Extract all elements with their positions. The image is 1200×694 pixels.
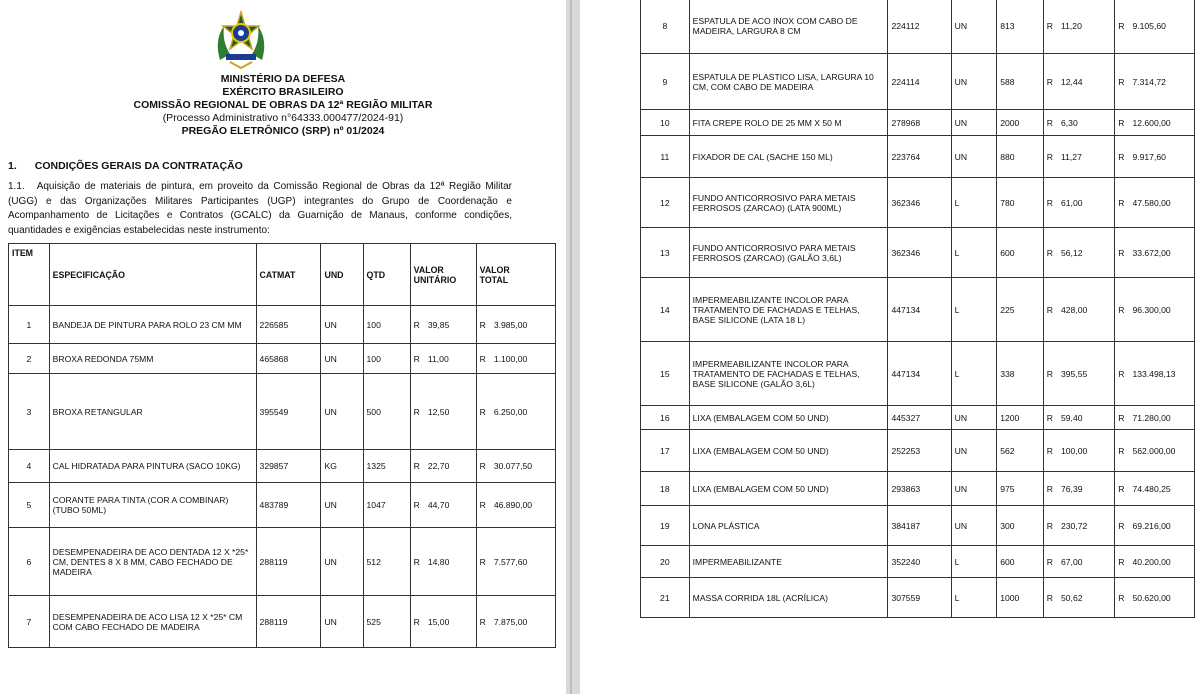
item-number: 6 bbox=[9, 528, 50, 596]
item-catmat: 226585 bbox=[256, 306, 321, 344]
item-catmat: 223764 bbox=[888, 136, 951, 178]
document-page-right bbox=[580, 0, 1200, 694]
table-row bbox=[9, 596, 556, 648]
item-specification: LIXA (EMBALAGEM COM 50 UND) bbox=[689, 430, 888, 472]
item-unit: UN bbox=[321, 596, 363, 648]
item-specification: BROXA RETANGULAR bbox=[49, 374, 256, 450]
item-unit: L bbox=[951, 578, 997, 618]
item-unit-value bbox=[1043, 506, 1114, 546]
item-number: 13 bbox=[641, 228, 690, 278]
item-unit-value bbox=[410, 374, 476, 450]
item-unit-value-amount: 230,72 bbox=[1061, 520, 1088, 531]
item-total-value bbox=[476, 450, 555, 483]
table-row bbox=[641, 278, 1195, 342]
item-total-value bbox=[1115, 178, 1195, 228]
currency-symbol: R bbox=[1118, 151, 1125, 162]
item-total-value-amount: 562.000,00 bbox=[1132, 445, 1176, 456]
item-unit-value-amount: 395,55 bbox=[1061, 368, 1088, 379]
item-unit-value-amount: 67,00 bbox=[1061, 556, 1083, 567]
table-row bbox=[641, 0, 1195, 54]
item-quantity: 100 bbox=[363, 306, 410, 344]
header-unit-value bbox=[410, 244, 476, 306]
header-unit-value-line2: UNITÁRIO bbox=[413, 274, 457, 285]
item-unit-value-amount: 39,85 bbox=[427, 319, 450, 330]
currency-symbol: R bbox=[1046, 483, 1053, 494]
item-total-value bbox=[1115, 342, 1195, 406]
item-quantity: 813 bbox=[997, 0, 1044, 54]
item-total-value bbox=[1115, 472, 1195, 506]
table-header-row bbox=[9, 244, 556, 306]
item-unit: UN bbox=[951, 54, 997, 110]
paragraph-number: 1.1. bbox=[8, 181, 25, 192]
item-number: 9 bbox=[641, 54, 690, 110]
item-total-value bbox=[1115, 578, 1195, 618]
item-catmat: 395549 bbox=[256, 374, 321, 450]
item-number: 8 bbox=[641, 0, 690, 54]
brazil-coat-of-arms-icon bbox=[212, 10, 270, 70]
item-specification: LONA PLÁSTICA bbox=[689, 506, 888, 546]
item-catmat: 224114 bbox=[888, 54, 951, 110]
currency-symbol: R bbox=[1046, 520, 1053, 531]
header-qtd: QTD bbox=[363, 244, 410, 306]
item-unit-value-amount: 15,00 bbox=[427, 616, 450, 627]
item-specification: IMPERMEABILIZANTE INCOLOR PARA TRATAMENTO DE FACHADAS E TELHAS, BASE SILICONE (LATA 18 L) bbox=[689, 278, 888, 342]
table-row bbox=[641, 136, 1195, 178]
item-unit-value-amount: 12,44 bbox=[1061, 76, 1083, 87]
item-catmat: 362346 bbox=[888, 228, 951, 278]
item-total-value bbox=[1115, 546, 1195, 578]
currency-symbol: R bbox=[413, 556, 420, 567]
item-total-value bbox=[476, 306, 555, 344]
item-quantity: 225 bbox=[997, 278, 1044, 342]
item-unit-value-amount: 56,12 bbox=[1061, 247, 1083, 258]
item-unit-value-amount: 6,30 bbox=[1061, 117, 1078, 128]
item-catmat: 224112 bbox=[888, 0, 951, 54]
item-number: 2 bbox=[9, 344, 50, 374]
table-row bbox=[641, 472, 1195, 506]
item-total-value-amount: 33.672,00 bbox=[1132, 247, 1171, 258]
item-unit-value bbox=[1043, 430, 1114, 472]
item-catmat: 307559 bbox=[888, 578, 951, 618]
item-total-value-amount: 74.480,25 bbox=[1132, 483, 1171, 494]
item-total-value-amount: 96.300,00 bbox=[1132, 304, 1171, 315]
item-unit-value bbox=[1043, 342, 1114, 406]
item-unit-value bbox=[1043, 546, 1114, 578]
item-specification: CORANTE PARA TINTA (COR A COMBINAR) (TUBO 50ML) bbox=[49, 483, 256, 528]
item-quantity: 562 bbox=[997, 430, 1044, 472]
item-specification: ESPATULA DE ACO INOX COM CABO DE MADEIRA, LARGURA 8 CM bbox=[689, 0, 888, 54]
item-quantity: 500 bbox=[363, 374, 410, 450]
item-catmat: 278968 bbox=[888, 110, 951, 136]
item-total-value bbox=[1115, 406, 1195, 430]
item-total-value-amount: 9.917,60 bbox=[1132, 151, 1166, 162]
item-total-value-amount: 7.314,72 bbox=[1132, 76, 1166, 87]
item-quantity: 100 bbox=[363, 344, 410, 374]
table-row bbox=[9, 483, 556, 528]
item-catmat: 329857 bbox=[256, 450, 321, 483]
table-row bbox=[641, 54, 1195, 110]
table-row bbox=[641, 546, 1195, 578]
item-number: 4 bbox=[9, 450, 50, 483]
table-row bbox=[641, 430, 1195, 472]
item-unit-value-amount: 14,80 bbox=[427, 556, 450, 567]
item-number: 19 bbox=[641, 506, 690, 546]
ministry-heading: MINISTÉRIO DA DEFESA bbox=[220, 73, 346, 85]
item-number: 7 bbox=[9, 596, 50, 648]
item-quantity: 588 bbox=[997, 54, 1044, 110]
item-catmat: 362346 bbox=[888, 178, 951, 228]
item-total-value-amount: 47.580,00 bbox=[1132, 197, 1171, 208]
item-unit-value-amount: 11,27 bbox=[1061, 151, 1082, 162]
item-number: 3 bbox=[9, 374, 50, 450]
item-quantity: 600 bbox=[997, 228, 1044, 278]
item-quantity: 975 bbox=[997, 472, 1044, 506]
currency-symbol: R bbox=[1118, 304, 1125, 315]
item-unit-value-amount: 76,39 bbox=[1061, 483, 1083, 494]
currency-symbol: R bbox=[413, 616, 420, 627]
table-row bbox=[641, 228, 1195, 278]
item-quantity: 600 bbox=[997, 546, 1044, 578]
table-row bbox=[9, 306, 556, 344]
item-unit-value-amount: 61,00 bbox=[1061, 197, 1083, 208]
item-unit-value bbox=[1043, 472, 1114, 506]
header-total-value-line2: TOTAL bbox=[479, 274, 509, 285]
section-title: CONDIÇÕES GERAIS DA CONTRATAÇÃO bbox=[34, 160, 243, 172]
item-unit: UN bbox=[321, 344, 363, 374]
item-unit: L bbox=[951, 342, 997, 406]
table-row bbox=[641, 342, 1195, 406]
commission-heading: COMISSÃO REGIONAL DE OBRAS DA 12ª REGIÃO MILITAR bbox=[133, 99, 433, 111]
table-row bbox=[9, 344, 556, 374]
currency-symbol: R bbox=[413, 353, 420, 364]
item-number: 1 bbox=[9, 306, 50, 344]
item-total-value-amount: 3.985,00 bbox=[493, 319, 528, 330]
item-specification: DESEMPENADEIRA DE ACO LISA 12 X *25* CM COM CABO FECHADO DE MADEIRA bbox=[49, 596, 256, 648]
item-number: 17 bbox=[641, 430, 690, 472]
item-unit-value-amount: 44,70 bbox=[427, 500, 450, 510]
item-catmat: 465868 bbox=[256, 344, 321, 374]
item-unit: KG bbox=[321, 450, 363, 483]
item-specification: LIXA (EMBALAGEM COM 50 UND) bbox=[689, 406, 888, 430]
currency-symbol: R bbox=[479, 461, 486, 471]
currency-symbol: R bbox=[1046, 197, 1053, 208]
item-catmat: 288119 bbox=[256, 596, 321, 648]
table-row bbox=[641, 406, 1195, 430]
paragraph-text: Aquisição de materiais de pintura, em proveito da Comissão Regional de Obras da 12ª Região Militar (UGG) e das Organizações Militares Participantes (UGP) integrantes do Grupo de Coordenação e Acompanhamento de Licitações e Contratos (GCALC) da Guarnição de Manaus, conforme condições, quantidades e exigências estabelecidas neste instrumento: bbox=[8, 181, 512, 236]
item-total-value bbox=[476, 528, 555, 596]
items-table-right bbox=[640, 0, 1195, 618]
currency-symbol: R bbox=[1046, 592, 1053, 603]
currency-symbol: R bbox=[479, 353, 486, 364]
item-unit-value bbox=[1043, 228, 1114, 278]
item-total-value-amount: 40.200,00 bbox=[1132, 556, 1171, 567]
item-unit: UN bbox=[321, 483, 363, 528]
currency-symbol: R bbox=[1046, 412, 1053, 423]
item-number: 12 bbox=[641, 178, 690, 228]
item-catmat: 252253 bbox=[888, 430, 951, 472]
paragraph-1-1 bbox=[8, 180, 512, 238]
table-row bbox=[641, 178, 1195, 228]
auction-title: PREGÃO ELETRÔNICO (SRP) nº 01/2024 bbox=[181, 125, 385, 137]
item-unit-value-amount: 50,62 bbox=[1061, 592, 1083, 603]
section-number: 1. bbox=[8, 160, 17, 172]
item-unit-value-amount: 12,50 bbox=[427, 406, 450, 417]
currency-symbol: R bbox=[1118, 520, 1125, 531]
item-unit-value bbox=[410, 344, 476, 374]
items-table-left bbox=[8, 243, 556, 648]
item-total-value bbox=[1115, 278, 1195, 342]
item-total-value bbox=[1115, 506, 1195, 546]
item-total-value-amount: 9.105,60 bbox=[1132, 21, 1166, 31]
currency-symbol: R bbox=[1118, 412, 1125, 423]
item-catmat: 288119 bbox=[256, 528, 321, 596]
item-number: 20 bbox=[641, 546, 690, 578]
header-spec: ESPECIFICAÇÃO bbox=[49, 244, 256, 306]
item-specification: FUNDO ANTICORROSIVO PARA METAIS FERROSOS (ZARCAO) (GALÃO 3,6L) bbox=[689, 228, 888, 278]
item-total-value-amount: 6.250,00 bbox=[493, 406, 528, 417]
item-total-value-amount: 133.498,13 bbox=[1132, 368, 1176, 379]
item-unit-value bbox=[410, 306, 476, 344]
item-quantity: 300 bbox=[997, 506, 1044, 546]
item-unit: UN bbox=[321, 528, 363, 596]
item-quantity: 1000 bbox=[997, 578, 1044, 618]
item-specification: FITA CREPE ROLO DE 25 MM X 50 M bbox=[689, 110, 888, 136]
table-row bbox=[9, 528, 556, 596]
currency-symbol: R bbox=[1046, 445, 1053, 456]
item-quantity: 1325 bbox=[363, 450, 410, 483]
item-unit: L bbox=[951, 278, 997, 342]
item-unit: UN bbox=[951, 136, 997, 178]
item-quantity: 780 bbox=[997, 178, 1044, 228]
item-specification: CAL HIDRATADA PARA PINTURA (SACO 10KG) bbox=[49, 450, 256, 483]
item-total-value-amount: 71.280,00 bbox=[1132, 412, 1171, 423]
section-heading bbox=[8, 160, 243, 172]
item-unit-value bbox=[410, 483, 476, 528]
item-total-value-amount: 12.600,00 bbox=[1132, 117, 1171, 128]
item-specification: BROXA REDONDA 75MM bbox=[49, 344, 256, 374]
item-quantity: 1047 bbox=[363, 483, 410, 528]
item-unit: L bbox=[951, 546, 997, 578]
item-total-value bbox=[1115, 54, 1195, 110]
currency-symbol: R bbox=[1046, 368, 1053, 379]
item-quantity: 2000 bbox=[997, 110, 1044, 136]
item-unit: L bbox=[951, 178, 997, 228]
process-number: (Processo Administrativo n°64333.000477/2024-91) bbox=[162, 112, 404, 124]
item-unit-value bbox=[1043, 178, 1114, 228]
item-total-value-amount: 46.890,00 bbox=[493, 500, 533, 510]
item-specification: BANDEJA DE PINTURA PARA ROLO 23 CM MM bbox=[49, 306, 256, 344]
army-heading: EXÉRCITO BRASILEIRO bbox=[222, 86, 344, 98]
item-unit-value bbox=[1043, 578, 1114, 618]
currency-symbol: R bbox=[413, 319, 420, 330]
item-total-value bbox=[1115, 136, 1195, 178]
page-divider bbox=[570, 0, 572, 694]
item-total-value bbox=[1115, 228, 1195, 278]
header-catmat: CATMAT bbox=[256, 244, 321, 306]
currency-symbol: R bbox=[1118, 76, 1125, 87]
item-unit: UN bbox=[321, 306, 363, 344]
currency-symbol: R bbox=[1046, 76, 1053, 87]
item-unit-value bbox=[1043, 136, 1114, 178]
item-number: 5 bbox=[9, 483, 50, 528]
currency-symbol: R bbox=[1046, 304, 1053, 315]
item-total-value bbox=[476, 374, 555, 450]
item-unit-value bbox=[1043, 0, 1114, 54]
item-specification: LIXA (EMBALAGEM COM 50 UND) bbox=[689, 472, 888, 506]
item-unit-value-amount: 11,00 bbox=[427, 353, 449, 364]
item-unit: UN bbox=[951, 0, 997, 54]
currency-symbol: R bbox=[1046, 247, 1053, 258]
header-total-value bbox=[476, 244, 555, 306]
item-total-value-amount: 30.077,50 bbox=[493, 461, 533, 471]
currency-symbol: R bbox=[413, 461, 420, 471]
currency-symbol: R bbox=[479, 556, 486, 567]
item-quantity: 525 bbox=[363, 596, 410, 648]
item-number: 11 bbox=[641, 136, 690, 178]
table-row bbox=[641, 506, 1195, 546]
item-unit: UN bbox=[321, 374, 363, 450]
item-unit-value-amount: 11,20 bbox=[1061, 21, 1082, 31]
item-total-value-amount: 69.216,00 bbox=[1132, 520, 1171, 531]
item-unit: UN bbox=[951, 430, 997, 472]
currency-symbol: R bbox=[1118, 197, 1125, 208]
item-number: 14 bbox=[641, 278, 690, 342]
header-und: UND bbox=[321, 244, 363, 306]
currency-symbol: R bbox=[1118, 445, 1125, 456]
page-gutter bbox=[566, 0, 580, 694]
item-unit-value bbox=[1043, 406, 1114, 430]
item-total-value-amount: 7.577,60 bbox=[493, 556, 528, 567]
item-catmat: 447134 bbox=[888, 342, 951, 406]
table-row bbox=[9, 450, 556, 483]
item-unit-value bbox=[410, 528, 476, 596]
table-row bbox=[641, 110, 1195, 136]
item-catmat: 293863 bbox=[888, 472, 951, 506]
item-number: 10 bbox=[641, 110, 690, 136]
item-unit: UN bbox=[951, 506, 997, 546]
item-unit-value-amount: 22,70 bbox=[427, 461, 450, 471]
item-unit-value bbox=[1043, 54, 1114, 110]
item-total-value bbox=[1115, 0, 1195, 54]
table-row bbox=[641, 578, 1195, 618]
currency-symbol: R bbox=[413, 406, 420, 417]
item-total-value bbox=[1115, 110, 1195, 136]
item-specification: DESEMPENADEIRA DE ACO DENTADA 12 X *25* CM, DENTES 8 X 8 MM, CABO FECHADO DE MADEIRA bbox=[49, 528, 256, 596]
currency-symbol: R bbox=[479, 500, 486, 510]
table-row bbox=[9, 374, 556, 450]
header-item: ITEM bbox=[9, 244, 50, 306]
header-total-value-line1: VALOR bbox=[479, 264, 510, 275]
item-quantity: 1200 bbox=[997, 406, 1044, 430]
item-unit-value bbox=[1043, 110, 1114, 136]
item-specification: IMPERMEABILIZANTE INCOLOR PARA TRATAMENTO DE FACHADAS E TELHAS, BASE SILICONE (GALÃO 3,6L) bbox=[689, 342, 888, 406]
item-catmat: 352240 bbox=[888, 546, 951, 578]
item-total-value-amount: 1.100,00 bbox=[493, 353, 528, 364]
item-total-value-amount: 50.620,00 bbox=[1132, 592, 1171, 603]
item-catmat: 445327 bbox=[888, 406, 951, 430]
currency-symbol: R bbox=[1046, 21, 1053, 31]
item-specification: FUNDO ANTICORROSIVO PARA METAIS FERROSOS (ZARCAO) (LATA 900ML) bbox=[689, 178, 888, 228]
item-number: 15 bbox=[641, 342, 690, 406]
item-number: 21 bbox=[641, 578, 690, 618]
item-specification: ESPATULA DE PLASTICO LISA, LARGURA 10 CM, COM CABO DE MADEIRA bbox=[689, 54, 888, 110]
item-total-value bbox=[476, 596, 555, 648]
currency-symbol: R bbox=[1118, 483, 1125, 494]
item-catmat: 483789 bbox=[256, 483, 321, 528]
item-catmat: 384187 bbox=[888, 506, 951, 546]
currency-symbol: R bbox=[1118, 21, 1125, 31]
item-unit: UN bbox=[951, 406, 997, 430]
document-page-left bbox=[0, 0, 566, 694]
currency-symbol: R bbox=[1046, 151, 1053, 162]
item-unit-value bbox=[410, 450, 476, 483]
currency-symbol: R bbox=[1046, 556, 1053, 567]
currency-symbol: R bbox=[1118, 368, 1125, 379]
item-unit: L bbox=[951, 228, 997, 278]
currency-symbol: R bbox=[1118, 247, 1125, 258]
currency-symbol: R bbox=[479, 616, 486, 627]
currency-symbol: R bbox=[413, 500, 420, 510]
currency-symbol: R bbox=[479, 406, 486, 417]
item-specification: IMPERMEABILIZANTE bbox=[689, 546, 888, 578]
item-unit: UN bbox=[951, 110, 997, 136]
item-unit: UN bbox=[951, 472, 997, 506]
currency-symbol: R bbox=[1118, 592, 1125, 603]
item-quantity: 512 bbox=[363, 528, 410, 596]
item-catmat: 447134 bbox=[888, 278, 951, 342]
item-total-value bbox=[1115, 430, 1195, 472]
item-number: 18 bbox=[641, 472, 690, 506]
item-total-value bbox=[476, 483, 555, 528]
item-total-value bbox=[476, 344, 555, 374]
item-unit-value bbox=[410, 596, 476, 648]
item-unit-value bbox=[1043, 278, 1114, 342]
header-unit-value-line1: VALOR bbox=[413, 264, 444, 275]
item-total-value-amount: 7.875,00 bbox=[493, 616, 528, 627]
item-unit-value-amount: 428,00 bbox=[1061, 304, 1088, 315]
currency-symbol: R bbox=[1118, 556, 1125, 567]
item-specification: FIXADOR DE CAL (SACHE 150 ML) bbox=[689, 136, 888, 178]
currency-symbol: R bbox=[479, 319, 486, 330]
currency-symbol: R bbox=[1118, 117, 1125, 128]
item-number: 16 bbox=[641, 406, 690, 430]
item-unit-value-amount: 59,40 bbox=[1061, 412, 1083, 423]
currency-symbol: R bbox=[1046, 117, 1053, 128]
item-quantity: 880 bbox=[997, 136, 1044, 178]
item-quantity: 338 bbox=[997, 342, 1044, 406]
item-unit-value-amount: 100,00 bbox=[1061, 445, 1088, 456]
item-specification: MASSA CORRIDA 18L (ACRÍLICA) bbox=[689, 578, 888, 618]
